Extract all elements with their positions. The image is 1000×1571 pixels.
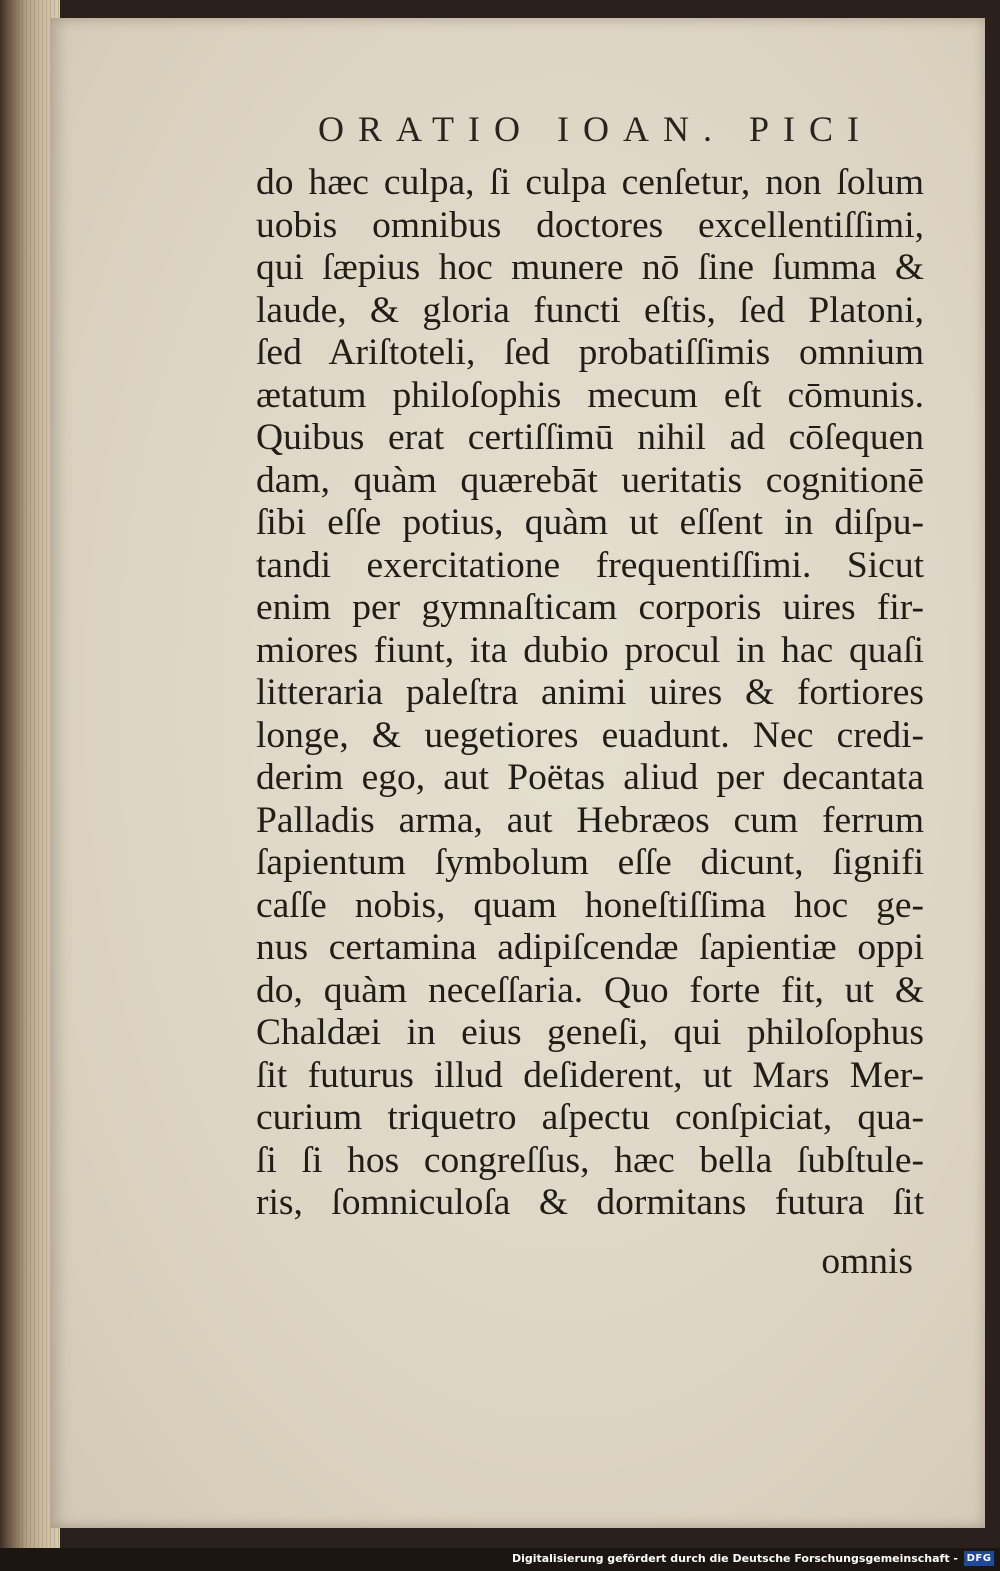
text-line: caſſe nobis, quam honeſtiſſima hoc ge- [256, 884, 924, 926]
text-line: ſi ſi hos congreſſus, hæc bella ſubſtule- [256, 1139, 924, 1181]
running-head: ORATIO IOAN. PICI [318, 109, 873, 149]
text-line: ſed Ariſtoteli, ſed probatiſſimis omnium [256, 332, 924, 373]
body-text [256, 162, 924, 1225]
text-line: uobis omnibus doctores excellentiſſimi, [256, 204, 924, 246]
text-line: laude, & gloria functi eſtis, ſed Platoni, [256, 289, 924, 331]
catchword: omnis [821, 1241, 913, 1282]
text-line: ſit futurus illud deſiderent, ut Mars Mer- [256, 1054, 924, 1096]
text-line: dam, quàm quærebāt ueritatis cognitionē [256, 459, 924, 501]
digitization-footer [0, 1548, 1000, 1571]
text-line: miores fiunt, ita dubio procul in hac quaſi [256, 629, 924, 671]
text-line: nus certamina adipiſcendæ ſapientiæ oppi [256, 927, 924, 968]
text-line: do hæc culpa, ſi culpa cenſetur, non ſolum [256, 162, 924, 203]
text-line: litteraria paleſtra animi uires & fortiores [256, 672, 924, 713]
text-line: Palladis arma, aut Hebræos cum ferrum [256, 799, 924, 841]
text-line: ætatum philoſophis mecum eſt cōmunis. [256, 374, 924, 416]
text-line: ſibi eſſe potius, quàm ut eſſent in diſpu- [256, 502, 924, 543]
text-line: qui ſæpius hoc munere nō ſine ſumma & [256, 247, 924, 288]
text-line: enim per gymnaſticam corporis uires fir- [256, 587, 924, 628]
dfg-logo: DFG [964, 1551, 994, 1566]
text-line: longe, & uegetiores euadunt. Nec credi- [256, 714, 924, 756]
text-line: Quibus erat certiſſimū nihil ad cōſequen [256, 417, 924, 458]
text-line: Chaldæi in eius geneſi, qui philoſophus [256, 1012, 924, 1053]
text-line: derim ego, aut Poëtas aliud per decantata [256, 757, 924, 798]
text-line: ris, ſomniculoſa & dormitans futura ſit [256, 1182, 924, 1223]
funding-credit: Digitalisierung gefördert durch die Deutsche Forschungsgemeinschaft - [511, 1552, 958, 1565]
text-line: curium triquetro aſpectu conſpiciat, qua- [256, 1097, 924, 1138]
text-line: tandi exercitatione frequentiſſimi. Sicut [256, 544, 924, 586]
text-line: do, quàm neceſſaria. Quo forte fit, ut & [256, 969, 924, 1011]
text-line: ſapientum ſymbolum eſſe dicunt, ſignifi [256, 842, 924, 883]
